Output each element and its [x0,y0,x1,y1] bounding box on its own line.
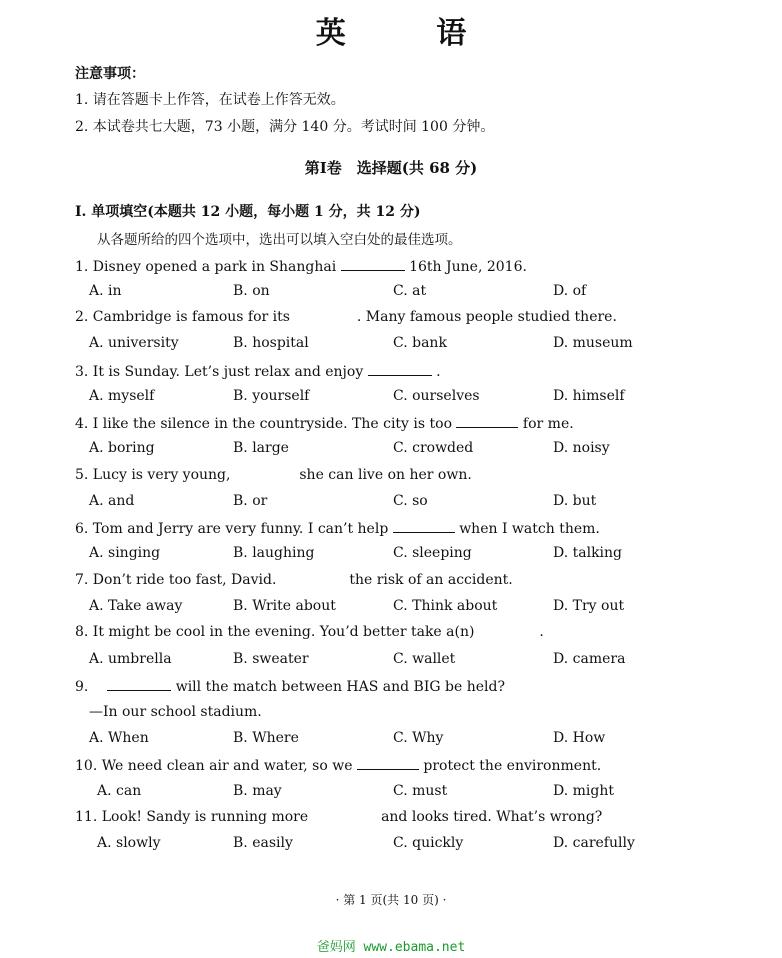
question-text: protect the environment. [423,758,602,774]
option-c[interactable]: C. so [393,493,428,509]
question-text: 3. It is Sunday. Let’s just relax and enjoy [75,364,364,380]
option-d[interactable]: D. of [553,283,587,299]
option-c[interactable]: C. sleeping [393,545,472,561]
option-d[interactable]: D. museum [553,335,633,351]
question-2 [75,308,617,326]
question-text: 11. Look! Sandy is running more [75,809,309,825]
question-text: the risk of an accident. [349,572,513,588]
answer-blank[interactable] [368,361,432,376]
option-c[interactable]: C. at [393,283,427,299]
question-6 [75,518,600,538]
option-b[interactable]: B. large [233,440,289,456]
option-a[interactable]: A. and [89,493,135,509]
question-text: . [539,624,544,640]
option-c[interactable]: C. wallet [393,651,456,667]
option-c[interactable]: C. bank [393,335,447,351]
option-b[interactable]: B. laughing [233,545,315,561]
question-text: 10. We need clean air and water, so we [75,758,353,774]
question-text: 6. Tom and Jerry are very funny. I can’t help [75,521,389,537]
watermark: 爸妈网 www.ebama.net [316,940,466,955]
question-text: 16th June, 2016. [409,259,527,275]
option-a[interactable]: A. singing [89,545,161,561]
question-text: . Many famous people studied there. [356,309,617,325]
option-a[interactable]: A. university [89,335,179,351]
question-7 [75,571,513,589]
part-heading: Ⅰ. 单项填空(本题共 12 小题，每小题 1 分，共 12 分) [75,204,421,220]
option-a[interactable]: A. slowly [97,835,161,851]
answer-blank[interactable] [393,518,455,533]
question-5 [75,466,472,484]
option-c[interactable]: C. crowded [393,440,474,456]
question-text: for me. [522,416,574,432]
notice-heading: 注意事项： [75,66,145,82]
answer-blank[interactable] [456,413,518,428]
option-d[interactable]: D. noisy [553,440,610,456]
option-a[interactable]: A. boring [89,440,155,456]
option-c[interactable]: C. Think about [393,598,498,614]
question-text: 4. I like the silence in the countryside. The city is too [75,416,453,432]
question-9 [75,676,505,696]
answer-blank[interactable] [357,755,419,770]
option-d[interactable]: D. talking [553,545,623,561]
question-4 [75,413,574,433]
option-c[interactable]: C. ourselves [393,388,480,404]
option-a[interactable]: A. myself [89,388,155,404]
question-text: 8. It might be cool in the evening. You’d better take a(n) [75,624,475,640]
option-b[interactable]: B. may [233,783,282,799]
option-a[interactable]: A. Take away [89,598,183,614]
option-a[interactable]: A. umbrella [89,651,172,667]
option-a[interactable]: A. in [89,283,122,299]
notice-item: 1. 请在答题卡上作答，在试卷上作答无效。 [75,92,345,108]
answer-blank[interactable] [107,676,171,691]
option-b[interactable]: B. easily [233,835,293,851]
option-c[interactable]: C. Why [393,730,444,746]
option-b[interactable]: B. Where [233,730,299,746]
option-d[interactable]: D. but [553,493,597,509]
option-d[interactable]: D. carefully [553,835,635,851]
question-text: when I watch them. [459,521,600,537]
question-text: 9. [75,679,89,695]
option-b[interactable]: B. or [233,493,268,509]
question-text: 1. Disney opened a park in Shanghai [75,259,337,275]
option-c[interactable]: C. quickly [393,835,464,851]
question-11 [75,808,602,826]
notice-item: 2. 本试卷共七大题，73 小题，满分 140 分。考试时间 100 分钟。 [75,119,495,135]
question-text: will the match between HAS and BIG be held? [175,679,505,695]
option-d[interactable]: D. How [553,730,606,746]
option-b[interactable]: B. yourself [233,388,310,404]
question-1 [75,256,527,276]
option-b[interactable]: B. sweater [233,651,309,667]
question-text: . [436,364,441,380]
section-title: 第Ⅰ卷 选择题(共 68 分) [304,159,478,177]
question-text: 2. Cambridge is famous for its [75,309,290,325]
question-3 [75,361,441,381]
answer-blank[interactable] [341,256,405,271]
question-text: 5. Lucy is very young, [75,467,231,483]
option-b[interactable]: B. Write about [233,598,336,614]
part-description: 从各题所给的四个选项中，选出可以填入空白处的最佳选项。 [97,232,462,248]
question-10 [75,755,601,775]
question-text: and looks tired. What’s wrong? [381,809,603,825]
option-d[interactable]: D. might [553,783,614,799]
question-text: she can live on her own. [299,467,472,483]
option-b[interactable]: B. on [233,283,270,299]
question-text: 7. Don’t ride too fast, David. [75,572,277,588]
option-d[interactable]: D. camera [553,651,626,667]
question-reply: —In our school stadium. [89,704,262,720]
option-b[interactable]: B. hospital [233,335,309,351]
option-d[interactable]: D. himself [553,388,625,404]
page-title: 英 语 [315,16,507,51]
question-8 [75,623,544,641]
page-footer: · 第 1 页(共 10 页) · [335,893,447,907]
option-d[interactable]: D. Try out [553,598,625,614]
option-a[interactable]: A. can [97,783,142,799]
option-a[interactable]: A. When [89,730,149,746]
option-c[interactable]: C. must [393,783,448,799]
